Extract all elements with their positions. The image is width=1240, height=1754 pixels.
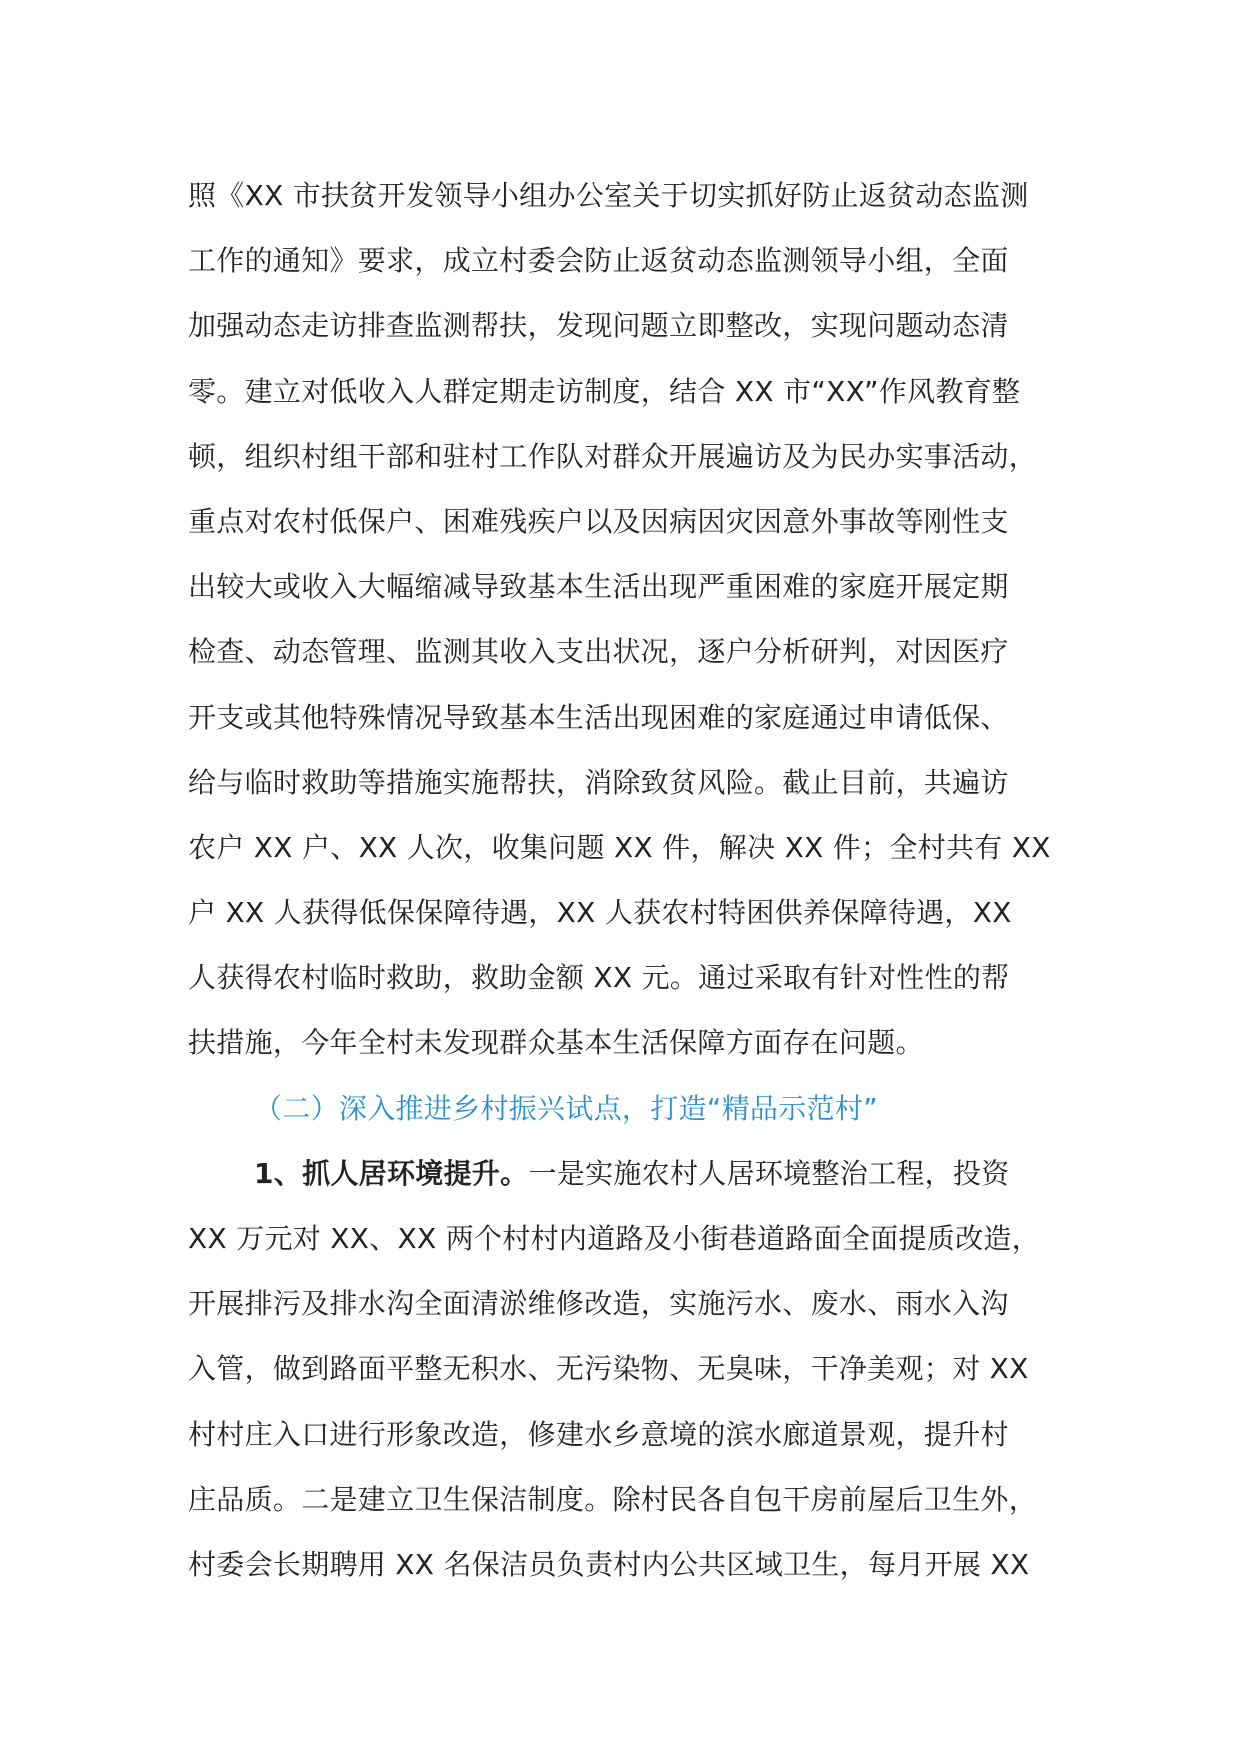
paragraph-line: 照《XX 市扶贫开发领导小组办公室关于切实抓好防止返贫动态监测 [188, 179, 1029, 212]
paragraph-line: 重点对农村低保户、困难残疾户以及因病因灾因意外事故等刚性支 [188, 504, 1009, 538]
paragraph-line: 开展排污及排水沟全面清淤维修改造，实施污水、废水、雨水入沟 [188, 1287, 1009, 1321]
paragraph-line: XX 万元对 XX、XX 两个村村内道路及小街巷道路面全面提质改造， [188, 1222, 1040, 1255]
paragraph-line: 农户 XX 户、XX 人次，收集问题 XX 件，解决 XX 件；全村共有 XX [188, 830, 1051, 864]
paragraph-line: 加强动态走访排查监测帮扶，发现问题立即整改，实现问题动态清 [188, 309, 1009, 343]
paragraph-line: 村村庄入口进行形象改造，修建水乡意境的滨水廊道景观，提升村 [188, 1417, 1009, 1451]
subsection-title: 1、抓人居环境提升。 [254, 1156, 529, 1190]
paragraph-line: 工作的通知》要求，成立村委会防止返贫动态监测领导小组，全面 [188, 244, 1009, 278]
paragraph-line: 零。建立对低收入人群定期走访制度，结合 XX 市“XX”作风教育整 [188, 374, 1021, 408]
paragraph-line: 入管，做到路面平整无积水、无污染物、无臭味，干净美观；对 XX [188, 1352, 1029, 1386]
paragraph-line: 庄品质。二是建立卫生保洁制度。除村民各自包干房前屋后卫生外， [188, 1482, 1038, 1516]
paragraph-line: 户 XX 人获得低保保障待遇，XX 人获农村特困供养保障待遇，XX [188, 896, 1012, 930]
subsection-line [188, 1141, 1068, 1206]
paragraph-line: 人获得农村临时救助，救助金额 XX 元。通过采取有针对性性的帮 [188, 961, 1010, 995]
paragraph-line: 开支或其他特殊情况导致基本生活出现困难的家庭通过申请低保、 [188, 700, 1009, 734]
paragraph-line: 检查、动态管理、监测其收入支出状况，逐户分析研判，对因医疗 [188, 635, 1009, 669]
document-body [188, 163, 1068, 1597]
paragraph-line: 出较大或收入大幅缩减导致基本生活出现严重困难的家庭开展定期 [188, 570, 1009, 604]
paragraph-line: 顿，组织村组干部和驻村工作队对群众开展遍访及为民办实事活动， [188, 439, 1038, 473]
paragraph-line: 扶措施，今年全村未发现群众基本生活保障方面存在问题。 [188, 1026, 924, 1060]
paragraph-line: 给与临时救助等措施实施帮扶，消除致贫风险。截止目前，共遍访 [188, 765, 1009, 799]
paragraph-line: 村委会长期聘用 XX 名保洁员负责村内公共区域卫生，每月开展 XX [188, 1547, 1030, 1581]
subsection-text: 一是实施农村人居环境整治工程，投资 [528, 1156, 1010, 1190]
section-heading: （二）深入推进乡村振兴试点，打造“精品示范村” [254, 1091, 878, 1125]
